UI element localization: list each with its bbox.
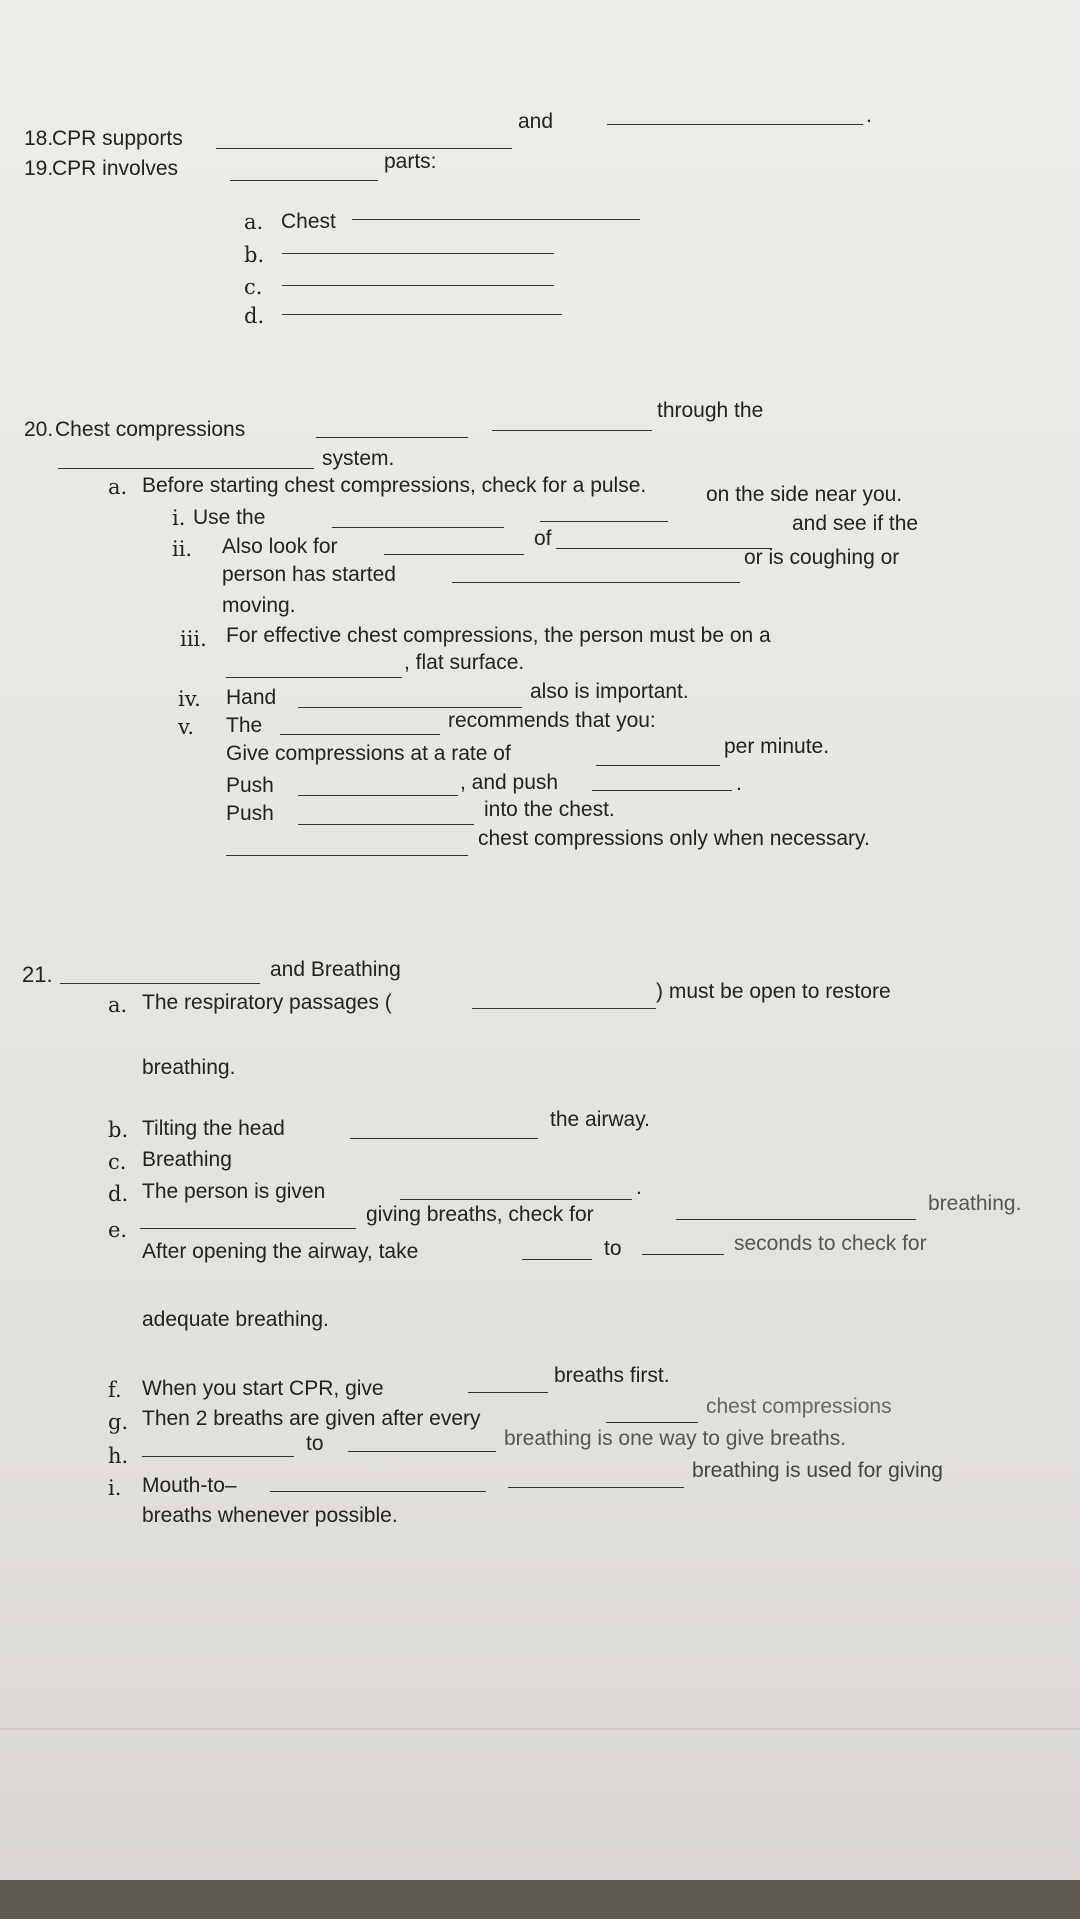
q21-b-text1: Tilting the head (142, 1117, 285, 1140)
q20-iii-text: For effective chest compressions, the person must be on a (226, 624, 771, 647)
q21-e-line2-blank-2[interactable] (642, 1254, 724, 1255)
q20-ii-text3: or is coughing or (744, 546, 900, 569)
q20-a-label: a. (108, 475, 128, 499)
q19-c-label: c. (244, 275, 263, 299)
q18-blank-2[interactable] (607, 124, 863, 125)
q21-h-label: h. (108, 1444, 129, 1468)
q20-ii-of: of (534, 527, 552, 550)
q21-e-line3: adequate breathing. (142, 1308, 329, 1331)
q21-i-text1: Mouth-to– (142, 1474, 237, 1497)
q21-f-text2: breaths first. (554, 1364, 670, 1387)
q21-d-blank[interactable] (400, 1199, 632, 1200)
q20-v-rate-text2: per minute. (724, 735, 830, 758)
q20-i-text1: Use the (193, 506, 266, 529)
q20-a-text: Before starting chest compressions, check for a pulse. (142, 474, 647, 497)
q20-i-blank-1[interactable] (332, 527, 504, 528)
q20-v-into-text2: into the chest. (484, 798, 615, 821)
q20-v-push-text3: . (736, 772, 742, 795)
q20-ii-blank-1[interactable] (384, 554, 524, 555)
q20-ii-blank-3[interactable] (452, 582, 740, 583)
q20-v-push-text1: Push (226, 774, 274, 797)
q21-h-text: breathing is one way to give breaths. (504, 1427, 847, 1450)
q20-v-only-blank[interactable] (226, 855, 468, 856)
q21-e-line2-text1: After opening the airway, take (142, 1240, 419, 1263)
q21-e-blank-2[interactable] (676, 1219, 916, 1220)
q19-text: CPR involves (52, 157, 179, 180)
q20-i-text2: on the side near you. (706, 483, 903, 506)
q20-v-text1: The (226, 714, 263, 737)
q20-v-label: v. (178, 715, 195, 739)
q21-g-text1: Then 2 breaths are given after every (142, 1407, 481, 1430)
q20-ii-line3: moving. (222, 594, 296, 617)
q19-c-blank[interactable] (282, 285, 554, 286)
q18-and: and (518, 110, 554, 133)
q21-a-line2: breathing. (142, 1056, 236, 1079)
q21-e-line2-blank-1[interactable] (522, 1259, 592, 1260)
q20-v-blank[interactable] (280, 734, 440, 735)
q20-ii-text1: Also look for (222, 535, 338, 558)
q20-iv-blank[interactable] (298, 707, 522, 708)
q21-i-blank-1[interactable] (270, 1491, 486, 1492)
q20-v-into-blank[interactable] (298, 824, 474, 825)
q19-d-label: d. (244, 304, 265, 328)
q21-c-label: c. (108, 1150, 127, 1174)
q21-i-label: i. (108, 1476, 122, 1500)
q20-iv-text2: also is important. (530, 680, 689, 703)
q19-b-label: b. (244, 243, 265, 267)
q18-end: . (866, 104, 872, 127)
q21-e-text2: breathing. (928, 1192, 1022, 1215)
q21-h-to: to (306, 1432, 324, 1455)
q20-v-push-text2: , and push (460, 771, 559, 794)
q21-i-line2: breaths whenever possible. (142, 1504, 398, 1527)
q20-ii-blank-2[interactable] (556, 548, 772, 549)
q19-a-blank[interactable] (352, 219, 640, 220)
q21-g-blank[interactable] (606, 1422, 698, 1423)
q21-e-line2-to: to (604, 1237, 622, 1260)
q20-system: system. (322, 447, 395, 470)
q20-v-push-blank-1[interactable] (298, 795, 458, 796)
q21-a-text1: The respiratory passages ( (142, 991, 392, 1014)
table-surface (0, 1880, 1080, 1919)
q21-c-text: Breathing (142, 1148, 232, 1171)
q21-d-end: . (636, 1176, 642, 1199)
q18-text: CPR supports (52, 127, 183, 150)
q20-v-text2: recommends that you: (448, 709, 656, 732)
q19-a-label: a. (244, 210, 264, 234)
q20-i-blank-2[interactable] (540, 521, 668, 522)
q21-text: and Breathing (270, 958, 401, 981)
q20-blank-2[interactable] (492, 430, 652, 431)
q20-ii-label: ii. (172, 537, 193, 561)
q21-f-label: f. (108, 1378, 122, 1402)
q20-i-label: i. (172, 506, 186, 530)
q20-iv-label: iv. (178, 687, 201, 711)
q21-f-blank[interactable] (468, 1392, 548, 1393)
q21-e-blank-1[interactable] (140, 1228, 356, 1229)
q20-v-push-blank-2[interactable] (592, 790, 732, 791)
q19-parts: parts: (384, 150, 437, 173)
q20-v-into-text1: Push (226, 802, 274, 825)
q19-d-blank[interactable] (282, 314, 562, 315)
q21-blank[interactable] (60, 983, 260, 984)
q21-d-text: The person is given (142, 1180, 326, 1203)
q20-v-rate-blank[interactable] (596, 765, 720, 766)
q21-g-label: g. (108, 1410, 129, 1434)
q21-b-blank[interactable] (350, 1138, 538, 1139)
q21-g-text2: chest compressions (706, 1395, 892, 1418)
q19-a-text: Chest (281, 210, 336, 233)
q21-f-text1: When you start CPR, give (142, 1377, 384, 1400)
q21-a-text2: ) must be open to restore (656, 980, 891, 1003)
q21-i-blank-2[interactable] (508, 1487, 684, 1488)
q20-ii-text2: and see if the (792, 512, 919, 535)
q19-blank[interactable] (230, 180, 378, 181)
paper-fold (0, 1728, 1080, 1730)
q19-b-blank[interactable] (282, 253, 554, 254)
q20-iii-label: iii. (180, 627, 207, 651)
q21-i-text2: breathing is used for giving (692, 1459, 943, 1482)
q21-h-blank-2[interactable] (348, 1451, 496, 1452)
q21-number: 21. (22, 962, 53, 987)
q20-iv-text1: Hand (226, 686, 277, 709)
q20-ii-line2: person has started (222, 563, 396, 586)
q21-b-text2: the airway. (550, 1108, 650, 1131)
q20-blank-1[interactable] (316, 437, 468, 438)
q21-a-blank[interactable] (472, 1008, 656, 1009)
q21-e-text1: giving breaths, check for (366, 1203, 594, 1226)
q20-v-rate-text1: Give compressions at a rate of (226, 742, 511, 765)
q21-b-label: b. (108, 1118, 129, 1142)
q20-through: through the (657, 399, 764, 422)
q20-blank-3[interactable] (58, 468, 314, 469)
q21-h-blank-1[interactable] (142, 1456, 294, 1457)
q20-number: 20. (24, 418, 54, 441)
q21-e-label: e. (108, 1218, 128, 1242)
q20-iii-blank[interactable] (226, 677, 402, 678)
q18-number: 18. (24, 127, 54, 150)
q20-iii-line2: , flat surface. (404, 651, 525, 674)
q18-blank-1[interactable] (216, 148, 512, 149)
q21-e-line2-text2: seconds to check for (734, 1232, 927, 1255)
q21-a-label: a. (108, 993, 128, 1017)
q20-text: Chest compressions (55, 418, 246, 441)
q20-v-only-text: chest compressions only when necessary. (478, 827, 870, 850)
q21-d-label: d. (108, 1182, 129, 1206)
q19-number: 19. (24, 157, 54, 180)
